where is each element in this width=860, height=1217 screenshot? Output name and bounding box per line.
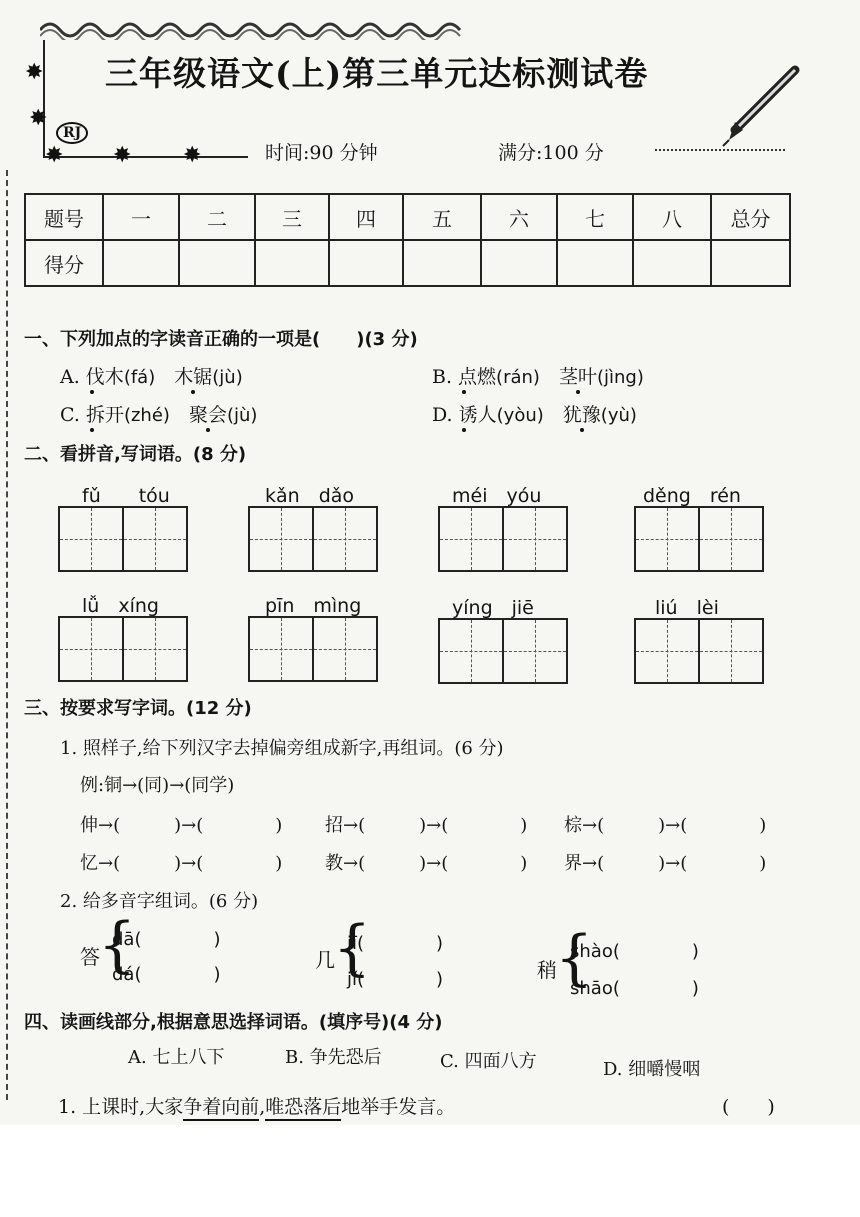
radical-answer-row[interactable]: 教→( )→( ) xyxy=(325,853,528,874)
option-a[interactable] xyxy=(60,362,243,389)
polyphone-char: 答 xyxy=(80,945,100,969)
score-entry-cell[interactable] xyxy=(179,240,255,286)
option-a-word2: 木锯 xyxy=(174,366,213,388)
section-2-heading: 二、看拼音,写词语。(8 分) xyxy=(24,444,247,465)
table-cell: 六 xyxy=(481,194,557,240)
pinyin-label: děng rén xyxy=(643,485,741,507)
writing-grid[interactable] xyxy=(58,506,188,572)
star-icon: ✸ xyxy=(29,106,48,131)
sub-question-1: 1. 照样子,给下列汉字去掉偏旁组成新字,再组词。(6 分) xyxy=(60,738,504,759)
grid-cell[interactable] xyxy=(60,508,124,570)
pinyin-label: liú lèi xyxy=(655,597,719,619)
option-b-word1: B. 点燃 xyxy=(432,366,497,388)
polyphone-reading[interactable]: dá( ) xyxy=(112,964,221,985)
polyphone-char: 稍 xyxy=(537,958,557,982)
writing-grid[interactable] xyxy=(248,616,378,682)
grid-cell[interactable] xyxy=(700,508,762,570)
polyphone-reading[interactable]: dā( ) xyxy=(112,929,221,950)
score-table xyxy=(24,193,791,287)
pen-icon xyxy=(715,60,805,150)
decorative-wave-border xyxy=(40,16,470,40)
option-c-word2: 聚会 xyxy=(188,404,227,426)
option-b-pinyin1: (rán) xyxy=(496,367,540,388)
grid-cell[interactable] xyxy=(636,508,700,570)
question-text: , xyxy=(259,1096,266,1118)
star-icon: ✸ xyxy=(45,143,64,168)
grid-cell[interactable] xyxy=(250,618,314,680)
option-a-pinyin2: (jù) xyxy=(212,367,243,388)
polyphone-reading[interactable]: shāo( ) xyxy=(570,978,699,999)
underlined-phrase: 争着向前 xyxy=(183,1096,259,1121)
grid-cell[interactable] xyxy=(440,620,504,682)
table-cell: 五 xyxy=(403,194,481,240)
score-entry-cell[interactable] xyxy=(103,240,179,286)
question-text: 1. 上课时,大家 xyxy=(58,1096,184,1118)
score-entry-cell[interactable] xyxy=(711,240,790,286)
radical-answer-row[interactable]: 界→( )→( ) xyxy=(564,853,767,874)
option-c-word1: C. 拆开 xyxy=(60,404,124,426)
score-entry-cell[interactable] xyxy=(633,240,711,286)
section-1-heading: 一、下列加点的字读音正确的一项是( )(3 分) xyxy=(24,329,418,350)
example-text: 例:铜→(同)→(同学) xyxy=(80,775,235,796)
pinyin-label: fǔ tóu xyxy=(82,485,170,507)
option-d-word2: 犹豫 xyxy=(562,404,601,426)
table-cell: 得分 xyxy=(25,240,103,286)
choice-option: D. 细嚼慢咽 xyxy=(603,1059,701,1080)
option-d-word1: D. 诱人 xyxy=(432,404,497,426)
option-b-pinyin2: (jìng) xyxy=(596,367,644,388)
edition-badge: RJ xyxy=(56,122,88,144)
grid-cell[interactable] xyxy=(250,508,314,570)
underlined-phrase: 唯恐落后 xyxy=(265,1096,341,1121)
grid-cell[interactable] xyxy=(636,620,700,682)
pinyin-label: yíng jiē xyxy=(452,597,534,619)
option-c[interactable] xyxy=(60,400,257,427)
grid-cell[interactable] xyxy=(504,508,566,570)
option-c-pinyin2: (jù) xyxy=(226,405,258,426)
pinyin-label: lǚ xíng xyxy=(82,595,159,617)
polyphone-reading[interactable]: jǐ( ) xyxy=(347,969,444,990)
pinyin-label: méi yóu xyxy=(452,485,542,507)
grid-cell[interactable] xyxy=(504,620,566,682)
exam-title: 三年级语文(上)第三单元达标测试卷 xyxy=(105,54,649,93)
polyphone-reading[interactable]: shào( ) xyxy=(570,941,699,962)
table-cell: 七 xyxy=(557,194,633,240)
table-cell: 总分 xyxy=(711,194,790,240)
choice-option: A. 七上八下 xyxy=(128,1047,225,1068)
grid-cell[interactable] xyxy=(124,618,186,680)
table-cell: 题号 xyxy=(25,194,103,240)
grid-cell[interactable] xyxy=(314,508,376,570)
score-entry-cell[interactable] xyxy=(557,240,633,286)
grid-cell[interactable] xyxy=(440,508,504,570)
question-4-1 xyxy=(58,1092,455,1119)
option-a-word1: A. 伐木 xyxy=(60,366,124,388)
writing-grid[interactable] xyxy=(58,616,188,682)
star-icon: ✸ xyxy=(113,143,132,168)
question-text: 地举手发言。 xyxy=(341,1096,456,1118)
sub-question-2: 2. 给多音字组词。(6 分) xyxy=(60,891,259,912)
writing-grid[interactable] xyxy=(634,618,764,684)
option-b-word2: 茎叶 xyxy=(558,366,597,388)
section-3-heading: 三、按要求写字词。(12 分) xyxy=(24,698,252,719)
table-cell: 二 xyxy=(179,194,255,240)
writing-grid[interactable] xyxy=(634,506,764,572)
score-entry-cell[interactable] xyxy=(481,240,557,286)
brace-icon: { xyxy=(555,923,594,993)
polyphone-char: 几 xyxy=(315,948,335,972)
radical-answer-row[interactable]: 棕→( )→( ) xyxy=(564,815,767,836)
section-4-heading: 四、读画线部分,根据意思选择词语。(填序号)(4 分) xyxy=(24,1012,443,1033)
score-entry-cell[interactable] xyxy=(403,240,481,286)
star-icon: ✸ xyxy=(183,143,202,168)
grid-cell[interactable] xyxy=(124,508,186,570)
pinyin-label: pīn mìng xyxy=(265,595,362,617)
brace-icon: { xyxy=(98,910,137,980)
option-c-pinyin1: (zhé) xyxy=(123,405,170,426)
score-table-header-row xyxy=(25,194,790,240)
radical-answer-row[interactable]: 伸→( )→( ) xyxy=(80,815,283,836)
brace-icon: { xyxy=(333,913,372,983)
option-a-pinyin1: (fá) xyxy=(123,367,156,388)
polyphone-reading[interactable]: jī( ) xyxy=(347,933,444,954)
pinyin-label: kǎn dǎo xyxy=(265,485,355,507)
score-entry-cell[interactable] xyxy=(329,240,403,286)
table-cell: 一 xyxy=(103,194,179,240)
answer-parentheses[interactable]: ( ) xyxy=(722,1096,775,1118)
writing-grid[interactable] xyxy=(438,506,568,572)
grid-cell[interactable] xyxy=(314,618,376,680)
writing-grid[interactable] xyxy=(248,506,378,572)
grid-cell[interactable] xyxy=(700,620,762,682)
option-d-pinyin1: (yòu) xyxy=(496,405,544,426)
star-icon: ✸ xyxy=(25,60,44,85)
grid-cell[interactable] xyxy=(60,618,124,680)
choice-option: B. 争先恐后 xyxy=(285,1047,382,1068)
writing-grid[interactable] xyxy=(438,618,568,684)
score-table-score-row xyxy=(25,240,790,286)
radical-answer-row[interactable]: 忆→( )→( ) xyxy=(80,853,283,874)
full-score: 满分:100 分 xyxy=(498,142,604,164)
choice-option: C. 四面八方 xyxy=(440,1051,537,1072)
option-d[interactable] xyxy=(432,400,637,427)
binding-dashed-line xyxy=(6,170,8,1100)
decorative-frame-horizontal xyxy=(43,156,248,158)
radical-answer-row[interactable]: 招→( )→( ) xyxy=(325,815,528,836)
option-b[interactable] xyxy=(432,362,644,389)
table-cell: 四 xyxy=(329,194,403,240)
table-cell: 三 xyxy=(255,194,329,240)
score-entry-cell[interactable] xyxy=(255,240,329,286)
table-cell: 八 xyxy=(633,194,711,240)
decorative-frame-vertical xyxy=(43,40,45,157)
time-limit: 时间:90 分钟 xyxy=(265,142,378,164)
option-d-pinyin2: (yù) xyxy=(600,405,637,426)
